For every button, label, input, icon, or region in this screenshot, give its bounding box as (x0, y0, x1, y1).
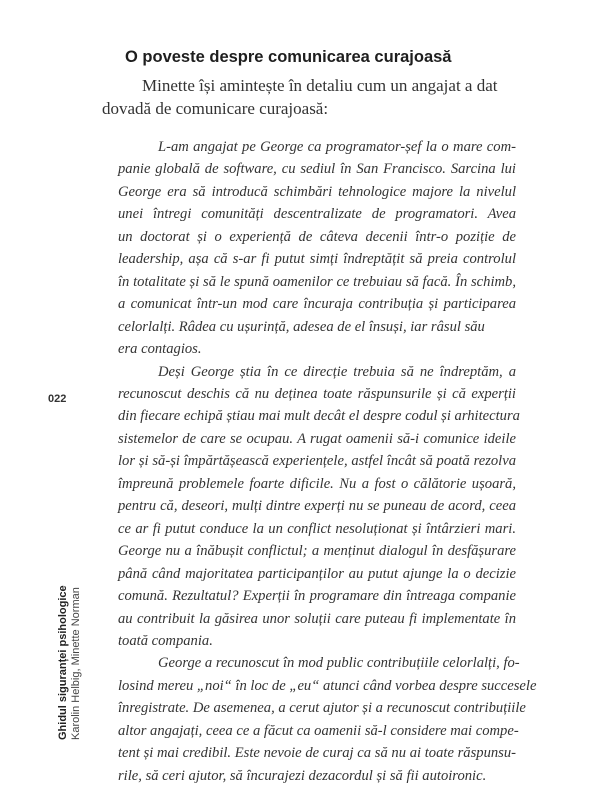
text-line: pentru că, deseori, mulți dintre experți nu se puneau de acord, ceea (118, 498, 516, 515)
running-footer (57, 585, 83, 740)
text-line: împreună problemele foarte dificile. Nu a fost o călătorie ușoară, (118, 475, 516, 492)
quote-paragraph-2 (118, 361, 520, 653)
page-number: 022 (48, 393, 67, 405)
intro-line: dovadă de comunicare curajoasă: (102, 99, 329, 118)
text-line: altor angajați, ceea ce a făcut ca oamenii să-l considere mai compe- (118, 722, 519, 739)
text-line: a comunicat într-un mod care încuraja contribuția și participarea (118, 296, 516, 313)
text-line: George a recunoscut în mod public contribuțiile celorlalți, fo- (158, 655, 520, 672)
text-line: L-am angajat pe George ca programator-șef la o mare com- (158, 139, 516, 155)
book-title: Ghidul siguranței psihologice (57, 585, 69, 740)
text-line: ce ar fi putut conduce la un conflict nesoluționat și întârzieri mari. (118, 520, 516, 537)
quote-paragraph-3 (118, 652, 537, 787)
text-line: din fiecare echipă știau mai mult decât el despre codul și arhitectura (118, 408, 520, 425)
section-heading: O poveste despre comunicarea curajoasă (125, 48, 452, 66)
intro-line: Minette își amintește în detaliu cum un angajat a dat (142, 76, 498, 95)
text-line: George era să introducă schimbări tehnologice majore la nivelul (118, 183, 516, 200)
text-line: au contribuit la găsirea unor soluții care puteau fi implementate în (118, 610, 516, 627)
text-line: un doctorat și o experiență de câteva decenii într-o poziție de (118, 228, 516, 245)
text-line: în totalitate și să le spună oamenilor ce trebuiau să facă. În schimb, (118, 273, 516, 290)
quoted-story (118, 136, 537, 787)
text-line: comună. Rezultatul? Experții în programare din întreaga companie (118, 588, 516, 605)
text-line: până când majoritatea participanților au putut ajunge la o decizie (118, 565, 516, 582)
text-line: lor și să-și împărtășească experiențele, astfel încât să poată rezolva (118, 453, 516, 470)
text-line: losind mereu „noi“ în loc de „eu“ atunci când vorbea despre succesele (118, 677, 537, 694)
text-line: toată compania. (118, 632, 213, 649)
text-line: rile, să ceri ajutor, să încurajezi dezacordul și să fii autoironic. (118, 767, 487, 784)
text-line: panie globală de software, cu sediul în San Francisco. Sarcina lui (118, 161, 516, 178)
text-line: tent și mai credibil. Este nevoie de curaj ca să nu ai toate răspunsu- (118, 745, 516, 762)
text-line: înregistrate. De asemenea, a cerut ajutor și a recunoscut contribuțiile (118, 700, 526, 717)
quote-paragraph-1 (118, 136, 516, 361)
text-line: recunoscut deschis că nu deținea toate răspunsurile și că experții (118, 385, 516, 402)
text-line: Deși George știa în ce direcție trebuia să ne îndreptăm, a (158, 363, 516, 380)
text-line: unei întregi comunități descentralizate de programatori. Avea (118, 206, 516, 223)
text-line: celorlalți. Râdea cu ușurință, adesea de el însuși, iar râsul său (118, 318, 485, 335)
text-line: George nu a înăbușit conflictul; a menținut dialogul în desfășurare (118, 543, 516, 560)
text-line: sistemelor de care se ocupau. A rugat oamenii să-i comunice ideile (118, 430, 516, 447)
intro-paragraph (102, 74, 522, 120)
book-authors: Karolin Helbig, Minette Norman (70, 587, 82, 740)
text-line: leadership, așa că s-ar fi putut simți îndreptățit să preia controlul (118, 251, 516, 268)
text-line: era contagios. (118, 341, 202, 358)
